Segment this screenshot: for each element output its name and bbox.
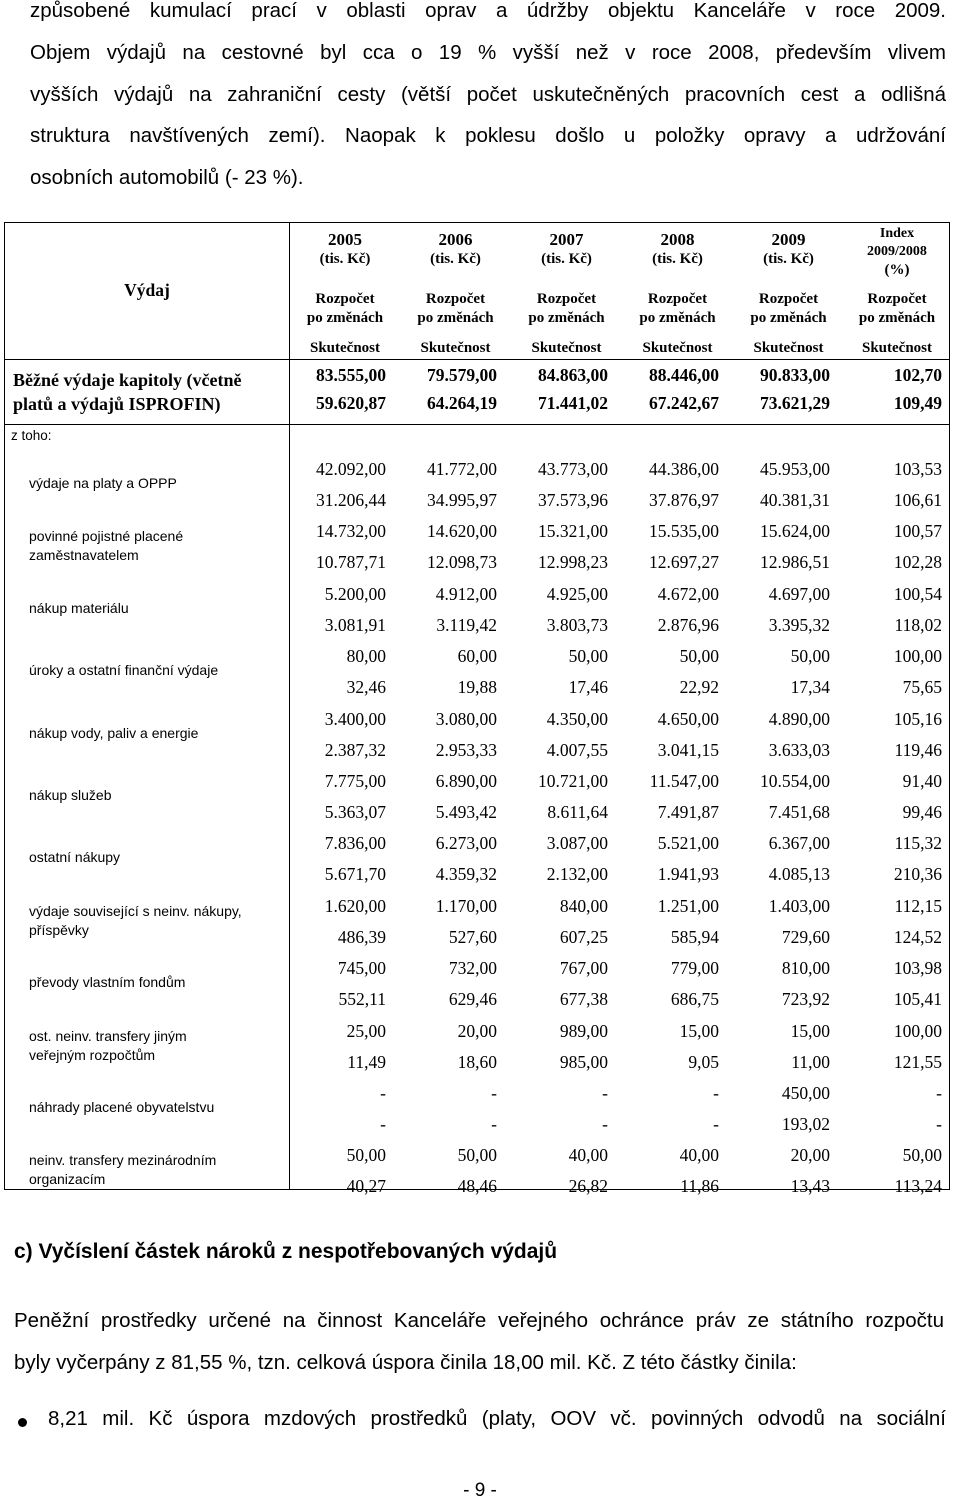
table-items-row [5, 425, 950, 1190]
item-actual-value: - [713, 1114, 719, 1134]
item-actual-value: 729,60 [781, 926, 830, 947]
outro-bullet-text: 8,21 mil. Kč úspora mzdových prostředků (platy, OOV vč. povinných odvodů na sociální [48, 1407, 946, 1430]
item-actual-value: 113,24 [894, 1176, 942, 1197]
item-actual-value: 48,46 [457, 1176, 497, 1197]
item-actual-value: 11,49 [347, 1051, 386, 1072]
budget-label: Rozpočet [315, 291, 375, 307]
item-budget-value: 767,00 [559, 958, 608, 979]
item-label: výdaje na platy a OPPP [29, 475, 177, 491]
item-budget-value: 4.650,00 [657, 708, 719, 729]
item-budget-value: 4.912,00 [435, 583, 497, 604]
item-budget-value: 4.890,00 [768, 708, 830, 729]
item-budget-value: 4.672,00 [657, 583, 719, 604]
item-budget-value: 3.080,00 [435, 708, 497, 729]
header-years-cell [290, 223, 950, 360]
item-budget-value: 810,00 [781, 958, 830, 979]
item-actual-value: 552,11 [338, 989, 386, 1010]
item-actual-value: 9,05 [688, 1051, 719, 1072]
item-budget-value: 6.367,00 [768, 833, 830, 854]
item-budget-value: 10.554,00 [760, 771, 830, 791]
item-budget-value: 15.535,00 [649, 521, 719, 542]
year-unit: (tis. Kč) [319, 251, 371, 267]
item-actual-value: 3.081,91 [324, 614, 386, 635]
item-budget-value: 45.953,00 [760, 459, 830, 479]
item-budget-value: 4.697,00 [768, 583, 830, 604]
item-actual-value: 11,86 [680, 1176, 719, 1197]
item-actual-value: 12.697,27 [649, 552, 719, 573]
item-actual-value: 486,39 [337, 926, 386, 947]
item-budget-value: 6.890,00 [435, 771, 497, 791]
item-budget-value: 105,16 [893, 708, 942, 729]
item-budget-value: 15,00 [679, 1020, 719, 1041]
table-main-row [5, 360, 950, 425]
item-actual-value: 13,43 [790, 1176, 830, 1197]
item-actual-value: 5.363,07 [324, 802, 386, 822]
item-budget-value: 989,00 [559, 1020, 608, 1041]
section-title: c) Vyčíslení částek nároků z nespotřebovaných výdajů [14, 1240, 558, 1263]
actual-label: Skutečnost [531, 340, 602, 356]
item-budget-value: 25,00 [346, 1020, 386, 1041]
item-budget-value: 15.321,00 [538, 521, 608, 542]
budget-label: Rozpočet [758, 291, 819, 307]
item-actual-value: 37.876,97 [649, 490, 719, 510]
intro-line-3: vyšších výdajů na zahraniční cesty (větší počet uskutečněných pracovních cest a odlišná [30, 83, 946, 106]
main-budget-value: 102,70 [893, 365, 942, 385]
item-budget-value: 91,40 [902, 771, 942, 791]
item-budget-value: 112,15 [894, 895, 942, 916]
budget-label: Rozpočet [425, 291, 486, 307]
item-actual-value: 12.998,23 [538, 552, 608, 573]
item-label: ost. neinv. transfery jiným [29, 1027, 187, 1044]
item-label-2: veřejným rozpočtům [29, 1046, 156, 1063]
index-title: Index [879, 226, 915, 241]
item-label: převody vlastním fondům [29, 974, 186, 991]
item-label: nákup vody, paliv a energie [29, 724, 199, 741]
item-actual-value: 119,46 [894, 739, 942, 760]
item-budget-value: 4.350,00 [546, 708, 608, 729]
item-budget-value: 3.087,00 [546, 833, 608, 854]
actual-label: Skutečnost [309, 340, 380, 356]
item-actual-value: 31.206,44 [316, 490, 386, 510]
item-actual-value: - [380, 1114, 386, 1134]
item-label: úroky a ostatní finanční výdaje [29, 662, 219, 679]
budget-label: Rozpočet [647, 291, 708, 307]
item-budget-value: 745,00 [337, 958, 386, 979]
index-actual-label: Skutečnost [861, 340, 932, 356]
index-budget-label: Rozpočet [867, 291, 927, 307]
actual-label: Skutečnost [642, 340, 713, 356]
item-budget-value: 15.624,00 [760, 521, 830, 542]
item-label-2: příspěvky [29, 921, 89, 938]
budget-label-2: po změnách [306, 310, 384, 326]
item-actual-value: 118,02 [894, 614, 942, 635]
main-budget-value: 84.863,00 [538, 365, 608, 385]
item-actual-value: 985,00 [559, 1051, 608, 1072]
item-budget-value: 450,00 [781, 1083, 830, 1103]
item-actual-value: 32,46 [346, 677, 386, 698]
item-budget-value: 50,00 [568, 646, 608, 667]
item-actual-value: 11,00 [791, 1051, 830, 1072]
main-actual-value: 109,49 [893, 393, 942, 413]
item-actual-value: 34.995,97 [427, 490, 497, 510]
item-budget-value: 60,00 [457, 646, 497, 667]
item-actual-value: 193,02 [781, 1114, 830, 1134]
item-actual-value: 5.493,42 [435, 802, 497, 822]
z-toho-label: z toho: [11, 428, 52, 443]
item-budget-value: 44.386,00 [649, 459, 719, 479]
main-label-cell [5, 360, 290, 425]
item-label-2: zaměstnavatelem [29, 547, 139, 564]
budget-label-2: po změnách [528, 310, 605, 326]
item-actual-value: 677,38 [559, 989, 608, 1010]
item-budget-value: 40,00 [679, 1145, 719, 1166]
item-budget-value: 11.547,00 [649, 771, 719, 791]
year-unit: (tis. Kč) [652, 251, 703, 267]
index-unit: (%) [884, 262, 910, 278]
intro-line-2: Objem výdajů na cestovné byl cca o 19 % vyšší než v roce 2008, především vlivem [30, 41, 946, 64]
item-budget-value: 20,00 [790, 1145, 830, 1166]
item-budget-value: 6.273,00 [435, 833, 497, 854]
item-budget-value: 5.521,00 [657, 833, 719, 854]
item-budget-value: 15,00 [790, 1020, 830, 1041]
budget-label-2: po změnách [417, 310, 494, 326]
item-actual-value: 2.953,33 [435, 739, 497, 760]
item-budget-value: 50,00 [457, 1145, 497, 1166]
main-actual-value: 71.441,02 [538, 393, 608, 413]
main-budget-value: 90.833,00 [760, 365, 830, 385]
item-actual-value: 3.633,03 [768, 739, 830, 760]
item-label: nákup materiálu [29, 599, 129, 616]
items-label-cell [5, 425, 290, 1190]
expenditure-table [4, 222, 950, 1197]
item-budget-value: 10.721,00 [538, 771, 608, 791]
main-actual-value: 67.242,67 [649, 393, 719, 413]
item-actual-value: 5.671,70 [324, 864, 386, 885]
item-budget-value: 50,00 [902, 1145, 942, 1166]
item-budget-value: 4.925,00 [546, 583, 608, 604]
item-actual-value: 585,94 [670, 926, 719, 947]
item-budget-value: 100,54 [893, 583, 942, 604]
year-unit: (tis. Kč) [763, 251, 814, 267]
item-budget-value: 40,00 [568, 1145, 608, 1166]
item-budget-value: 1.170,00 [435, 895, 497, 916]
item-budget-value: 1.403,00 [768, 895, 830, 916]
item-budget-value: 20,00 [457, 1020, 497, 1041]
item-actual-value: 607,25 [559, 926, 608, 947]
item-label: nákup služeb [29, 787, 112, 803]
main-budget-value: 88.446,00 [649, 365, 719, 385]
intro-line-5: osobních automobilů (- 23 %). [30, 166, 304, 189]
item-budget-value: 7.775,00 [324, 771, 386, 791]
item-actual-value: 8.611,64 [547, 802, 608, 822]
item-budget-value: 103,53 [893, 459, 942, 479]
item-actual-value: 37.573,96 [538, 490, 608, 510]
item-actual-value: 17,34 [790, 677, 830, 698]
actual-label: Skutečnost [753, 340, 824, 356]
item-budget-value: - [602, 1083, 608, 1103]
item-actual-value: 102,28 [893, 552, 942, 573]
item-budget-value: 3.400,00 [324, 708, 386, 729]
item-label: náhrady placené obyvatelstvu [29, 1099, 215, 1115]
item-actual-value: 3.395,32 [768, 614, 830, 635]
header-vydaj-cell [5, 223, 290, 360]
main-actual-value: 59.620,87 [316, 393, 386, 413]
item-budget-value: 1.620,00 [324, 895, 386, 916]
item-budget-value: 103,98 [893, 958, 942, 979]
item-actual-value: 3.119,42 [436, 614, 497, 635]
item-actual-value: 4.007,55 [546, 739, 608, 760]
item-budget-value: 115,32 [894, 833, 942, 854]
item-actual-value: - [602, 1114, 608, 1134]
main-actual-value: 73.621,29 [760, 393, 830, 413]
year-label: 2008 [660, 230, 695, 249]
item-actual-value: - [936, 1114, 942, 1134]
item-budget-value: 779,00 [670, 958, 719, 979]
item-actual-value: 26,82 [568, 1176, 608, 1197]
item-budget-value: 100,00 [893, 646, 942, 667]
budget-label: Rozpočet [536, 291, 597, 307]
year-label: 2009 [771, 230, 806, 249]
item-actual-value: 1.941,93 [657, 864, 719, 885]
budget-label-2: po změnách [639, 310, 716, 326]
year-label: 2005 [328, 230, 362, 249]
item-budget-value: 50,00 [679, 646, 719, 667]
item-actual-value: 629,46 [448, 989, 497, 1010]
item-actual-value: 99,46 [902, 802, 942, 822]
item-actual-value: - [491, 1114, 497, 1134]
item-actual-value: 12.986,51 [760, 552, 830, 573]
item-actual-value: 3.041,15 [657, 739, 719, 760]
item-budget-value: 7.836,00 [324, 833, 386, 854]
item-budget-value: 50,00 [790, 646, 830, 667]
year-unit: (tis. Kč) [430, 251, 481, 267]
item-label: výdaje související s neinv. nákupy, [29, 902, 242, 919]
item-budget-value: 5.200,00 [324, 583, 386, 604]
bullet-icon [18, 1418, 27, 1427]
item-actual-value: 105,41 [893, 989, 942, 1010]
items-values-cell [290, 425, 950, 1197]
actual-label: Skutečnost [420, 340, 491, 356]
index-budget-label-2: po změnách [858, 310, 936, 326]
item-actual-value: 4.085,13 [768, 864, 830, 885]
index-range: 2009/2008 [867, 244, 927, 259]
item-budget-value: 732,00 [448, 958, 497, 979]
item-actual-value: 12.098,73 [427, 552, 497, 573]
item-label: povinné pojistné placené [29, 528, 184, 545]
item-budget-value: 42.092,00 [316, 459, 386, 479]
item-actual-value: 2.132,00 [546, 864, 608, 885]
item-actual-value: 10.787,71 [316, 552, 386, 573]
header-vydaj: Výdaj [124, 279, 170, 300]
item-budget-value: 80,00 [346, 646, 386, 667]
budget-label-2: po změnách [750, 310, 827, 326]
item-actual-value: 686,75 [670, 989, 719, 1010]
item-label: ostatní nákupy [29, 849, 121, 866]
outro-line-1: Peněžní prostředky určené na činnost Kanceláře veřejného ochránce práv ze státního rozpočtu [14, 1309, 944, 1332]
main-values-cell [290, 360, 950, 425]
item-budget-value: 41.772,00 [427, 459, 497, 479]
table-header-row [5, 223, 950, 360]
outro-line-2: byly vyčerpány z 81,55 %, tzn. celková úspora činila 18,00 mil. Kč. Z této částky činila: [14, 1351, 797, 1374]
item-actual-value: 124,52 [893, 926, 942, 947]
item-budget-value: - [713, 1083, 719, 1103]
year-unit: (tis. Kč) [541, 251, 592, 267]
item-actual-value: 75,65 [902, 677, 942, 698]
item-budget-value: 840,00 [559, 895, 608, 916]
item-actual-value: 40.381,31 [760, 490, 830, 510]
item-label: neinv. transfery mezinárodním [29, 1152, 217, 1169]
item-budget-value: 100,57 [893, 521, 942, 542]
item-budget-value: - [380, 1083, 386, 1103]
item-actual-value: 40,27 [346, 1176, 386, 1197]
item-budget-value: 50,00 [346, 1145, 386, 1166]
year-label: 2007 [549, 230, 584, 249]
item-actual-value: 7.491,87 [657, 802, 719, 822]
item-actual-value: 4.359,32 [435, 864, 497, 885]
item-budget-value: 1.251,00 [657, 895, 719, 916]
item-actual-value: 17,46 [568, 677, 608, 698]
main-actual-value: 64.264,19 [427, 393, 497, 413]
intro-line-4: struktura navštívených zemí). Naopak k poklesu došlo u položky opravy a udržování [30, 124, 946, 147]
item-budget-value: - [491, 1083, 497, 1103]
item-actual-value: 22,92 [679, 677, 719, 698]
item-actual-value: 106,61 [893, 490, 942, 510]
item-label-2: organizacím [29, 1171, 106, 1188]
main-label-line-1: Běžné výdaje kapitoly (včetně [13, 370, 242, 390]
main-budget-value: 79.579,00 [427, 365, 497, 385]
item-actual-value: 18,60 [457, 1051, 497, 1072]
item-actual-value: 7.451,68 [768, 802, 830, 822]
intro-line-1: způsobené kumulací prací v oblasti oprav a údržby objektu Kanceláře v roce 2009. [30, 0, 946, 22]
item-actual-value: 3.803,73 [546, 614, 608, 635]
item-actual-value: 723,92 [781, 989, 830, 1010]
item-budget-value: 14.620,00 [427, 521, 497, 542]
item-budget-value: 100,00 [893, 1020, 942, 1041]
item-budget-value: 43.773,00 [538, 459, 608, 479]
main-budget-value: 83.555,00 [316, 365, 386, 385]
item-actual-value: 210,36 [893, 864, 942, 885]
item-actual-value: 121,55 [893, 1051, 942, 1072]
page-number: - 9 - [463, 1480, 497, 1501]
item-budget-value: 14.732,00 [316, 521, 386, 542]
item-actual-value: 527,60 [448, 926, 497, 947]
item-actual-value: 2.876,96 [657, 614, 719, 635]
item-actual-value: 2.387,32 [324, 739, 386, 760]
year-label: 2006 [438, 230, 473, 249]
item-actual-value: 19,88 [457, 677, 497, 698]
item-budget-value: - [936, 1083, 942, 1103]
main-label-line-2: platů a výdajů ISPROFIN) [13, 394, 221, 414]
